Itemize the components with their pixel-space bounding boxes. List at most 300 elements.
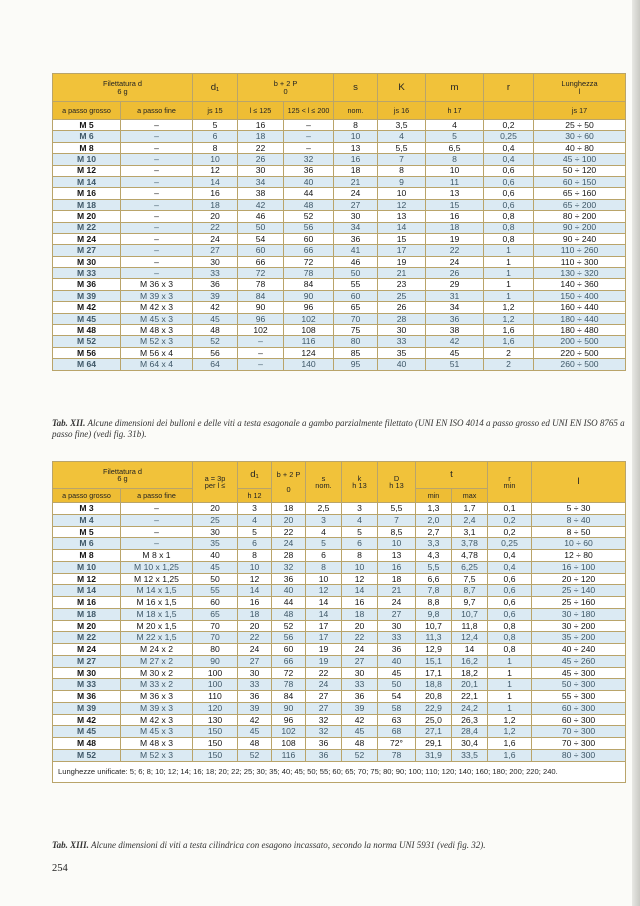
table-cell: 40 ÷ 80: [534, 142, 626, 153]
table-cell: 10: [378, 188, 426, 199]
table-cell: 55 ÷ 300: [532, 691, 626, 703]
table-cell: 11,8: [452, 620, 488, 632]
table-cell: M 48: [53, 738, 121, 750]
table-cell: M 10 x 1,25: [121, 561, 193, 573]
table-cell: 5: [426, 131, 484, 142]
table-row: [53, 714, 626, 726]
table-row: [53, 359, 626, 370]
table-cell: 21: [334, 176, 378, 187]
table-cell: M 8: [53, 142, 121, 153]
table-cell: 17: [306, 620, 342, 632]
table-cell: 3,1: [452, 526, 488, 538]
table-cell: 75: [334, 325, 378, 336]
table-cell: M 56 x 4: [121, 347, 193, 358]
table-row: [53, 211, 626, 222]
table-cell: 160 ÷ 440: [534, 302, 626, 313]
table-row: [53, 256, 626, 267]
caption-text: Alcune dimensioni dei bulloni e delle viti a testa esagonale a gambo parzialmente filettato (UNI EN ISO 4014 a passo grosso ed UNI EN ISO 8765 a passo fine) (vedi fig. 31b).: [52, 418, 625, 439]
table-cell: 8,5: [378, 526, 416, 538]
table-cell: 10,7: [452, 608, 488, 620]
table-cell: 0,6: [488, 573, 532, 585]
table-cell: 13: [334, 142, 378, 153]
table-cell: 34: [426, 302, 484, 313]
table-cell: 1,2: [484, 302, 534, 313]
table-cell: 0,8: [488, 620, 532, 632]
table-cell: 27: [306, 702, 342, 714]
table-cell: M 14: [53, 585, 121, 597]
table-cell: M 42: [53, 302, 121, 313]
table-cell: 16 ÷ 100: [532, 561, 626, 573]
table-cell: 90 ÷ 240: [534, 233, 626, 244]
k-header: k h 13: [342, 462, 378, 503]
table-cell: 68: [378, 726, 416, 738]
table-cell: 40: [272, 585, 306, 597]
r-header: r min: [488, 462, 532, 503]
table-cell: 66: [272, 655, 306, 667]
table-cell: M 27 x 2: [121, 655, 193, 667]
table-cell: 28: [378, 313, 426, 324]
table-row: [53, 268, 626, 279]
table-cell: 65 ÷ 160: [534, 188, 626, 199]
table-cell: M 22 x 1,5: [121, 632, 193, 644]
table-cell: M 22: [53, 632, 121, 644]
table-cell: 70 ÷ 300: [532, 726, 626, 738]
thread-header: Filettatura d 6 g: [53, 74, 193, 102]
k-tolerance: js 16: [378, 102, 426, 120]
table-cell: 150: [193, 726, 238, 738]
table-cell: 13: [378, 550, 416, 562]
table-cell: 20: [272, 514, 306, 526]
table-cell: 36: [238, 691, 272, 703]
table-cell: 55: [193, 585, 238, 597]
table-cell: 0,6: [484, 199, 534, 210]
table-cell: 116: [284, 336, 334, 347]
table-row: [53, 176, 626, 187]
table-cell: 14: [378, 222, 426, 233]
table-cell: 42: [238, 714, 272, 726]
table-cell: 0,6: [488, 585, 532, 597]
b-long-header: 125 < l ≤ 200: [284, 102, 334, 120]
table-cell: M 39 x 3: [121, 290, 193, 301]
t-header: t: [416, 462, 488, 489]
table-cell: 56: [272, 632, 306, 644]
table-cell: 2: [484, 347, 534, 358]
coarse-pitch-header: a passo grosso: [53, 489, 121, 503]
table-cell: 22: [238, 142, 284, 153]
table-cell: 60: [238, 245, 284, 256]
table-cell: 65 ÷ 200: [534, 199, 626, 210]
table-xiii-body: [53, 503, 626, 762]
table-cell: 3,78: [452, 538, 488, 550]
table-cell: M 18: [53, 608, 121, 620]
table-cell: 22: [193, 222, 238, 233]
table-cell: 5: [193, 120, 238, 131]
table-cell: M 45 x 3: [121, 726, 193, 738]
table-cell: 25 ÷ 160: [532, 597, 626, 609]
table-cell: 8: [238, 550, 272, 562]
table-cell: 130 ÷ 320: [534, 268, 626, 279]
table-cell: 36: [342, 691, 378, 703]
page-number: 254: [52, 863, 68, 874]
table-cell: M 27: [53, 245, 121, 256]
table-cell: 45 ÷ 260: [532, 655, 626, 667]
table-cell: M 12: [53, 573, 121, 585]
table-cell: 90: [284, 290, 334, 301]
table-cell: 22: [238, 632, 272, 644]
table-cell: 96: [272, 714, 306, 726]
table-cell: 13: [426, 188, 484, 199]
table-cell: M 6: [53, 131, 121, 142]
table-xii-caption: [52, 418, 625, 440]
table-cell: 6: [342, 538, 378, 550]
table-cell: 16: [426, 211, 484, 222]
table-cell: 4: [342, 514, 378, 526]
table-xiii: [52, 461, 626, 783]
table-cell: 12,9: [416, 644, 452, 656]
table-cell: 25 ÷ 140: [532, 585, 626, 597]
table-cell: 56: [284, 222, 334, 233]
table-cell: 52: [284, 211, 334, 222]
table-cell: 40 ÷ 240: [532, 644, 626, 656]
table-cell: 30 ÷ 200: [532, 620, 626, 632]
table-cell: 44: [284, 188, 334, 199]
table-cell: –: [121, 256, 193, 267]
table-cell: 0,4: [484, 142, 534, 153]
table-cell: 20,1: [452, 679, 488, 691]
table-cell: M 5: [53, 120, 121, 131]
table-cell: 32: [272, 561, 306, 573]
table-cell: 7,5: [452, 573, 488, 585]
table-cell: 5,5: [378, 142, 426, 153]
table-cell: –: [284, 131, 334, 142]
table-cell: 39: [193, 290, 238, 301]
table-cell: 95: [334, 359, 378, 370]
thread-header: Filettatura d 6 g: [53, 462, 193, 489]
table-row: [53, 726, 626, 738]
table-cell: 24: [334, 188, 378, 199]
table-xiii-caption: [52, 840, 625, 851]
table-cell: M 16: [53, 188, 121, 199]
table-cell: 46: [334, 256, 378, 267]
table-cell: 27: [238, 655, 272, 667]
table-cell: M 56: [53, 347, 121, 358]
table-cell: 18: [238, 608, 272, 620]
table-cell: 108: [284, 325, 334, 336]
table-cell: 12 ÷ 80: [532, 550, 626, 562]
table-cell: 31,9: [416, 749, 452, 761]
table-cell: 0,6: [488, 597, 532, 609]
table-cell: 0,8: [488, 644, 532, 656]
table-cell: –: [121, 211, 193, 222]
table-cell: M 39 x 3: [121, 702, 193, 714]
table-cell: 110 ÷ 300: [534, 256, 626, 267]
table-cell: 2,5: [306, 503, 342, 515]
table-cell: 108: [272, 738, 306, 750]
table-cell: 10: [193, 154, 238, 165]
table-cell: M 48: [53, 325, 121, 336]
table-cell: 20: [342, 620, 378, 632]
table-cell: M 24 x 2: [121, 644, 193, 656]
table-cell: 85: [334, 347, 378, 358]
table-cell: 1,6: [488, 738, 532, 750]
table-cell: 7,8: [416, 585, 452, 597]
table-cell: 0,6: [488, 608, 532, 620]
table-cell: 36: [426, 313, 484, 324]
table-cell: 45: [378, 667, 416, 679]
table-cell: 12: [306, 585, 342, 597]
table-cell: 39: [238, 702, 272, 714]
table-cell: 18: [342, 608, 378, 620]
table-cell: 27: [342, 655, 378, 667]
table-row: [53, 131, 626, 142]
table-cell: 78: [284, 268, 334, 279]
table-cell: M 36 x 3: [121, 691, 193, 703]
m-tolerance: h 17: [426, 102, 484, 120]
table-cell: 0,6: [484, 176, 534, 187]
table-cell: 220 ÷ 500: [534, 347, 626, 358]
table-cell: 23: [378, 279, 426, 290]
table-cell: 0,2: [488, 526, 532, 538]
table-cell: 60 ÷ 300: [532, 702, 626, 714]
caption-text: Alcune dimensioni di viti a testa cilindrica con esagono incassato, secondo la norma UNI 5931 (vedi fig. 32).: [88, 840, 486, 850]
table-row: [53, 738, 626, 750]
table-cell: M 8: [53, 550, 121, 562]
table-cell: 24: [426, 256, 484, 267]
table-row: [53, 503, 626, 515]
r-tolerance: [484, 102, 534, 120]
table-cell: 5,5: [416, 561, 452, 573]
table-cell: 45: [193, 561, 238, 573]
table-cell: M 22: [53, 222, 121, 233]
table-cell: 27: [334, 199, 378, 210]
table-cell: 8: [334, 120, 378, 131]
table-cell: 1,2: [488, 726, 532, 738]
table-cell: 8: [378, 165, 426, 176]
table-cell: 27,1: [416, 726, 452, 738]
table-cell: 14: [306, 597, 342, 609]
table-cell: 16: [238, 597, 272, 609]
table-cell: 1: [488, 667, 532, 679]
table-cell: 14: [193, 176, 238, 187]
table-cell: 70: [193, 632, 238, 644]
table-cell: 0,6: [484, 165, 534, 176]
table-cell: 26: [378, 302, 426, 313]
table-cell: M 33: [53, 268, 121, 279]
table-cell: 3,3: [416, 538, 452, 550]
table-cell: 21: [378, 268, 426, 279]
table-cell: M 39: [53, 702, 121, 714]
table-cell: 19: [426, 233, 484, 244]
table-cell: 1: [484, 279, 534, 290]
table-row: [53, 585, 626, 597]
table-cell: M 33 x 2: [121, 679, 193, 691]
table-cell: 124: [284, 347, 334, 358]
table-cell: 35: [378, 347, 426, 358]
table-cell: 15: [426, 199, 484, 210]
table-cell: 24: [306, 679, 342, 691]
table-cell: M 30: [53, 667, 121, 679]
s-header: s: [334, 74, 378, 102]
table-cell: 90: [272, 702, 306, 714]
table-cell: 6,25: [452, 561, 488, 573]
table-cell: M 36 x 3: [121, 279, 193, 290]
table-cell: M 42 x 3: [121, 302, 193, 313]
table-cell: M 20: [53, 211, 121, 222]
table-cell: 48: [272, 608, 306, 620]
table-cell: 90 ÷ 200: [534, 222, 626, 233]
table-cell: 27: [193, 245, 238, 256]
table-cell: 26: [426, 268, 484, 279]
table-cell: 8,8: [416, 597, 452, 609]
table-cell: 48: [238, 738, 272, 750]
table-cell: 2,7: [416, 526, 452, 538]
table-cell: 96: [238, 313, 284, 324]
table-cell: 18: [272, 503, 306, 515]
table-cell: 66: [238, 256, 284, 267]
table-cell: 22: [306, 667, 342, 679]
table-cell: 8,7: [452, 585, 488, 597]
table-row: [53, 188, 626, 199]
table-cell: 45: [238, 726, 272, 738]
table-row: [53, 620, 626, 632]
d1-tolerance: h 12: [238, 489, 272, 503]
table-cell: M 45: [53, 726, 121, 738]
table-cell: 3: [238, 503, 272, 515]
table-cell: 11: [426, 176, 484, 187]
table-cell: 16: [238, 120, 284, 131]
table-cell: 22,9: [416, 702, 452, 714]
table-cell: 52: [342, 749, 378, 761]
table-cell: 100: [193, 679, 238, 691]
table-cell: 15,1: [416, 655, 452, 667]
table-cell: 150 ÷ 400: [534, 290, 626, 301]
table-cell: 32: [306, 714, 342, 726]
table-cell: 42: [342, 714, 378, 726]
table-cell: –: [121, 526, 193, 538]
table-cell: 30: [378, 325, 426, 336]
table-row: [53, 749, 626, 761]
table-cell: 72: [238, 268, 284, 279]
table-cell: 60: [272, 644, 306, 656]
table-cell: M 18: [53, 199, 121, 210]
table-cell: –: [121, 188, 193, 199]
table-cell: 20: [238, 620, 272, 632]
table-cell: 18: [378, 573, 416, 585]
table-cell: 150: [193, 738, 238, 750]
fine-pitch-header: a passo fine: [121, 489, 193, 503]
table-cell: 84: [238, 290, 284, 301]
table-cell: 42: [426, 336, 484, 347]
table-cell: 51: [426, 359, 484, 370]
table-cell: 260 ÷ 500: [534, 359, 626, 370]
table-cell: M 14 x 1,5: [121, 585, 193, 597]
table-cell: 48: [284, 199, 334, 210]
table-cell: 50 ÷ 300: [532, 679, 626, 691]
table-row: [53, 679, 626, 691]
table-cell: 33,5: [452, 749, 488, 761]
table-cell: 30: [334, 211, 378, 222]
table-row: [53, 325, 626, 336]
table-cell: 14: [306, 608, 342, 620]
table-cell: 48: [193, 325, 238, 336]
table-cell: M 42 x 3: [121, 714, 193, 726]
table-cell: –: [121, 222, 193, 233]
table-cell: 44: [272, 597, 306, 609]
table-cell: 14: [238, 585, 272, 597]
table-cell: 65: [193, 608, 238, 620]
table-cell: 36: [193, 279, 238, 290]
b-header: b + 2 P 0: [238, 74, 334, 102]
table-cell: M 27: [53, 655, 121, 667]
table-cell: 5: [342, 526, 378, 538]
table-cell: 6,5: [426, 142, 484, 153]
table-cell: 26: [238, 154, 284, 165]
table-cell: 20 ÷ 120: [532, 573, 626, 585]
table-cell: 32: [306, 726, 342, 738]
table-cell: 12: [378, 199, 426, 210]
table-cell: 0,2: [488, 514, 532, 526]
table-row: [53, 199, 626, 210]
table-cell: M 10: [53, 154, 121, 165]
table-row: [53, 245, 626, 256]
table-cell: 90: [193, 655, 238, 667]
table-cell: 42: [238, 199, 284, 210]
table-cell: 33: [193, 268, 238, 279]
table-xii-body: [53, 120, 626, 371]
table-cell: M 64: [53, 359, 121, 370]
table-cell: 30 ÷ 180: [532, 608, 626, 620]
table-row: [53, 347, 626, 358]
table-cell: 16,2: [452, 655, 488, 667]
table-cell: 17: [306, 632, 342, 644]
table-cell: M 12: [53, 165, 121, 176]
table-row: [53, 691, 626, 703]
table-cell: –: [284, 142, 334, 153]
table-cell: 24: [193, 233, 238, 244]
table-cell: 80: [334, 336, 378, 347]
table-cell: M 33: [53, 679, 121, 691]
table-cell: 50 ÷ 120: [534, 165, 626, 176]
table-cell: 19: [378, 256, 426, 267]
table-cell: 3: [342, 503, 378, 515]
table-cell: 10 ÷ 60: [532, 538, 626, 550]
standard-lengths-note: Lunghezze unificate: 5; 6; 8; 10; 12; 14; 16; 18; 20; 22; 25; 30; 35; 40; 45; 50; 55; 60; 65; 70; 75; 80; 90; 100; 110; 120; 140; 160; 180; 200; 220; 240.: [53, 761, 626, 782]
table-row: [53, 597, 626, 609]
table-cell: 35: [193, 538, 238, 550]
table-row: [53, 608, 626, 620]
table-cell: 19: [306, 655, 342, 667]
table-cell: 0,1: [488, 503, 532, 515]
table-cell: M 14: [53, 176, 121, 187]
table-cell: M 36: [53, 279, 121, 290]
fine-pitch-header: a passo fine: [121, 102, 193, 120]
table-cell: 45 ÷ 300: [532, 667, 626, 679]
table-cell: 18: [426, 222, 484, 233]
table-cell: 50: [378, 679, 416, 691]
table-cell: 60: [193, 597, 238, 609]
table-cell: 54: [238, 233, 284, 244]
table-cell: 38: [238, 188, 284, 199]
table-cell: 11,3: [416, 632, 452, 644]
table-cell: M 64 x 4: [121, 359, 193, 370]
table-cell: 22: [426, 245, 484, 256]
table-cell: 1: [488, 655, 532, 667]
table-cell: 36: [306, 738, 342, 750]
m-header: m: [426, 74, 484, 102]
table-cell: 31: [426, 290, 484, 301]
table-cell: 16: [193, 188, 238, 199]
table-cell: M 30: [53, 256, 121, 267]
